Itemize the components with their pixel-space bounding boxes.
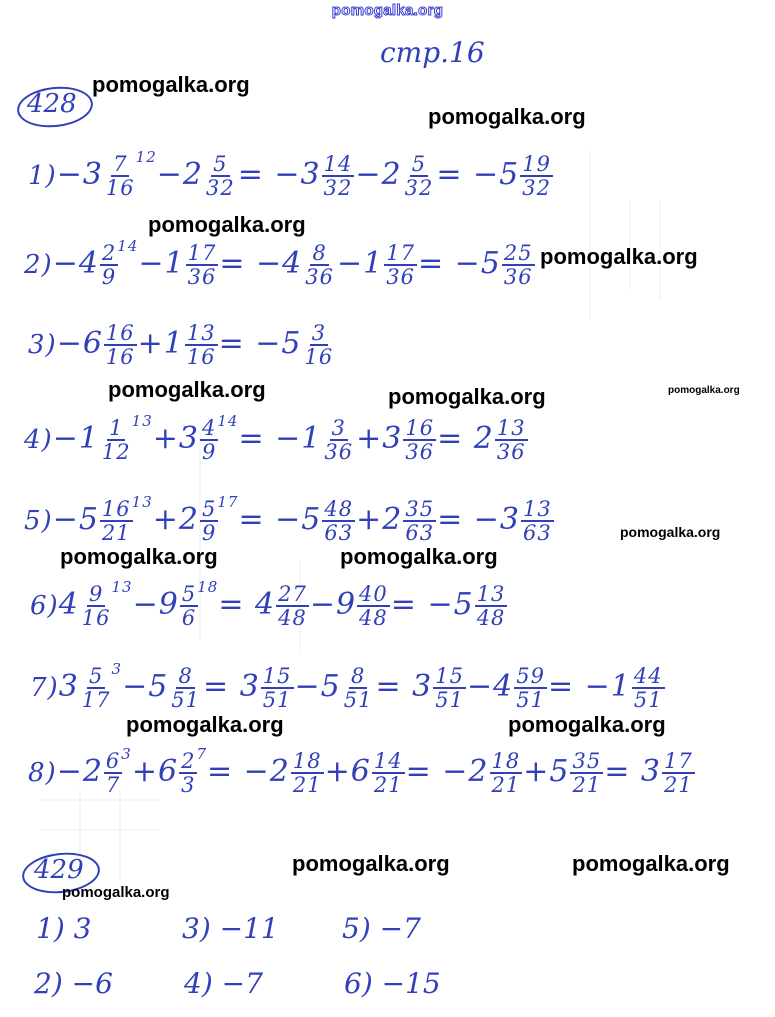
fraction-numerator: 15 (262, 663, 292, 688)
fraction (179, 750, 197, 796)
expression-term: −5 (122, 669, 169, 704)
expression-term: = −4 (219, 246, 303, 281)
fraction-denominator: 21 (572, 773, 602, 797)
fraction (403, 417, 436, 463)
row-label: 1) (28, 161, 57, 191)
fraction-numerator: 13 (186, 321, 216, 345)
fraction-denominator: 51 (343, 688, 373, 712)
fraction (303, 322, 336, 368)
expression-term: −1 (337, 246, 384, 281)
fraction-denominator: 36 (496, 440, 526, 464)
fraction-denominator: 36 (187, 265, 217, 289)
extra-factor: 18 (197, 578, 219, 596)
fraction-numerator: 16 (405, 415, 435, 440)
fraction-denominator: 21 (373, 773, 403, 797)
fraction-numerator: 5 (181, 581, 197, 606)
fraction (169, 665, 202, 711)
watermark: pomogalka.org (126, 712, 284, 737)
fraction (502, 242, 535, 288)
page-reference: стр.16 (380, 36, 485, 69)
expression-term: = −2 (207, 754, 290, 789)
fraction-denominator: 21 (663, 773, 693, 797)
expression-term: = −1 (238, 421, 322, 456)
equation-row (28, 745, 696, 796)
extra-factor: 17 (217, 493, 239, 511)
expression-term: = −1 (547, 669, 631, 704)
task-429-number: 429 (34, 855, 84, 885)
fraction (632, 665, 665, 711)
fraction (475, 583, 508, 629)
fraction-denominator: 32 (404, 176, 434, 200)
expression-term: +2 (356, 502, 403, 537)
fraction-denominator: 9 (201, 440, 217, 464)
fraction (291, 750, 324, 796)
fraction-numerator: 7 (113, 151, 128, 176)
fraction-denominator: 51 (262, 688, 292, 712)
fraction-denominator: 16 (105, 345, 135, 370)
expression-term: +5 (523, 754, 570, 789)
fraction-numerator: 3 (331, 415, 346, 440)
watermark: pomogalka.org (620, 524, 721, 540)
fraction-numerator: 13 (476, 581, 506, 606)
fraction (180, 583, 198, 629)
answer-6: 6) −15 (344, 967, 441, 1000)
expression-term: −2 (56, 754, 103, 789)
extra-factor: 14 (117, 237, 139, 255)
expression-term: 3 (58, 669, 79, 704)
fraction-denominator: 48 (359, 606, 388, 630)
fraction-numerator: 5 (201, 496, 217, 521)
fraction-denominator: 63 (324, 521, 354, 545)
fraction (357, 583, 390, 629)
fraction-numerator: 2 (181, 748, 196, 773)
fraction (384, 242, 417, 288)
fraction-numerator: 35 (572, 748, 602, 773)
fraction (342, 665, 375, 711)
fraction (403, 498, 436, 544)
expression-term: = −5 (417, 246, 501, 281)
expression-term: −2 (355, 157, 402, 192)
watermark: pomogalka.org (292, 851, 450, 876)
fraction-denominator: 36 (324, 440, 354, 464)
row-label: 4) (24, 425, 53, 455)
fraction-denominator: 63 (405, 521, 435, 545)
expression-term: = −5 (218, 326, 302, 362)
fraction-numerator: 5 (411, 151, 427, 176)
row-label: 3) (28, 330, 57, 361)
fraction (520, 153, 553, 199)
answer-3: 3) −11 (182, 912, 279, 945)
fraction-numerator: 19 (522, 151, 551, 176)
extra-factor: 13 (131, 412, 153, 430)
row-label: 7) (30, 673, 59, 703)
fraction (204, 153, 237, 199)
fraction-denominator: 9 (201, 521, 217, 545)
fraction-denominator: 48 (476, 606, 506, 630)
fraction (372, 750, 405, 796)
expression-term: −4 (52, 246, 99, 281)
fraction-denominator: 51 (516, 688, 545, 712)
fraction-numerator: 16 (101, 496, 131, 521)
fraction (104, 750, 122, 796)
fraction-denominator: 3 (181, 773, 196, 797)
fraction-numerator: 17 (663, 748, 693, 773)
expression-term: −2 (156, 157, 203, 192)
fraction-denominator: 16 (186, 345, 216, 370)
expression-term: = 3 (604, 754, 661, 789)
watermark: pomogalka.org (540, 244, 698, 269)
expression-term: −5 (52, 502, 99, 537)
fraction-denominator: 51 (633, 688, 663, 712)
equation-row (24, 237, 536, 288)
fraction (303, 242, 336, 288)
watermark: pomogalka.org (668, 385, 740, 396)
row-label: 8) (28, 758, 57, 788)
extra-factor: 7 (196, 745, 207, 763)
expression-term: −1 (138, 246, 185, 281)
expression-term: +6 (324, 754, 371, 789)
fraction-denominator: 21 (491, 773, 521, 797)
fraction (662, 750, 695, 796)
extra-factor: 13 (111, 578, 133, 596)
expression-term: +2 (152, 502, 199, 537)
watermark: pomogalka.org (428, 104, 586, 129)
fraction-numerator: 5 (88, 663, 104, 688)
watermark: pomogalka.org (388, 384, 546, 409)
fraction-numerator: 4 (201, 415, 217, 440)
equation-row (28, 322, 336, 368)
watermark: pomogalka.org (108, 377, 266, 402)
fraction (104, 153, 137, 199)
equation-row (30, 660, 666, 711)
row-label: 6) (30, 591, 59, 621)
fraction-numerator: 6 (105, 748, 121, 773)
fraction-numerator: 18 (491, 748, 521, 773)
fraction (495, 417, 528, 463)
watermark: pomogalka.org (62, 884, 170, 901)
fraction-denominator: 51 (171, 688, 201, 712)
fraction-numerator: 2 (101, 240, 117, 265)
fraction (570, 750, 603, 796)
fraction-denominator: 36 (386, 265, 415, 289)
extra-factor: 3 (121, 745, 132, 763)
watermark: pomogalka.org (572, 851, 730, 876)
fraction (322, 153, 355, 199)
fraction-numerator: 59 (516, 663, 545, 688)
fraction-numerator: 18 (292, 748, 322, 773)
fraction-numerator: 15 (435, 663, 464, 688)
fraction-denominator: 12 (101, 440, 131, 464)
fraction (200, 417, 218, 463)
fraction-numerator: 8 (350, 663, 366, 688)
fraction-denominator: 63 (522, 521, 552, 545)
fraction-numerator: 14 (373, 748, 403, 773)
fraction-denominator: 21 (292, 773, 322, 797)
fraction-denominator: 51 (435, 688, 464, 712)
fraction (200, 498, 218, 544)
fraction (80, 583, 113, 629)
fraction-denominator: 36 (405, 440, 435, 464)
fraction-numerator: 13 (496, 415, 526, 440)
equation-row (24, 493, 555, 544)
task-428-number: 428 (27, 89, 77, 119)
extra-factor: 14 (217, 412, 239, 430)
equation-row (30, 578, 508, 629)
answer-5: 5) −7 (342, 912, 421, 945)
fraction (104, 322, 137, 368)
fraction-denominator: 32 (205, 176, 235, 200)
expression-term: −6 (56, 326, 103, 362)
expression-term: = 3 (203, 669, 260, 704)
fraction-denominator: 16 (105, 176, 135, 200)
fraction-denominator: 7 (105, 773, 121, 797)
fraction (433, 665, 466, 711)
expression-term: = 4 (218, 587, 276, 622)
fraction-numerator: 8 (312, 240, 327, 265)
expression-term: +3 (356, 421, 403, 456)
fraction-numerator: 44 (633, 663, 663, 688)
fraction-numerator: 27 (278, 581, 307, 606)
extra-factor: 13 (131, 493, 153, 511)
answer-4: 4) −7 (184, 967, 263, 1000)
expression-term: = −3 (437, 502, 520, 537)
fraction-numerator: 9 (88, 581, 104, 606)
fraction-numerator: 48 (324, 496, 354, 521)
fraction-denominator: 48 (278, 606, 307, 630)
expression-term: 4 (58, 587, 79, 622)
fraction (261, 665, 294, 711)
fraction (185, 322, 218, 368)
expression-term: = −5 (238, 502, 322, 537)
expression-term: = 3 (375, 669, 433, 704)
fraction-denominator: 17 (81, 688, 111, 712)
expression-term: −5 (294, 669, 341, 704)
fraction-numerator: 17 (386, 240, 415, 265)
fraction (276, 583, 309, 629)
fraction-denominator: 21 (101, 521, 131, 545)
fraction-numerator: 8 (178, 663, 193, 688)
expression-term: = −5 (390, 587, 474, 622)
fraction-denominator: 36 (503, 265, 533, 289)
fraction-numerator: 17 (187, 240, 217, 265)
fraction-numerator: 14 (323, 151, 353, 176)
expression-term: +6 (131, 754, 179, 789)
watermark: pomogalka.org (340, 544, 498, 569)
fraction-numerator: 3 (311, 321, 327, 345)
row-label: 5) (24, 506, 53, 536)
fraction (490, 750, 523, 796)
fraction (100, 242, 118, 288)
expression-term: = −2 (405, 754, 489, 789)
equation-row (24, 412, 529, 463)
fraction-denominator: 6 (181, 606, 197, 630)
expression-term: = 2 (437, 421, 494, 456)
fraction-denominator: 32 (522, 176, 551, 200)
fraction-denominator: 36 (305, 265, 334, 289)
fraction-denominator: 16 (304, 345, 334, 370)
fraction-numerator: 1 (109, 415, 124, 440)
watermark: pomogalka.org (148, 212, 306, 237)
expression-term: −3 (56, 157, 103, 192)
expression-term: +3 (152, 421, 199, 456)
site-header-watermark[interactable]: pomogalka.org (331, 2, 444, 19)
row-label: 2) (24, 250, 53, 280)
fraction-denominator: 9 (101, 265, 117, 289)
extra-factor: 3 (111, 660, 123, 678)
expression-term: −4 (467, 669, 514, 704)
fraction-numerator: 5 (213, 151, 228, 176)
fraction-numerator: 25 (503, 240, 533, 265)
equation-row (28, 148, 554, 199)
fraction-numerator: 13 (522, 496, 552, 521)
fraction (322, 498, 355, 544)
expression-term: = −5 (436, 157, 520, 192)
fraction (521, 498, 554, 544)
fraction-numerator: 16 (105, 321, 135, 345)
fraction-numerator: 40 (359, 581, 388, 606)
watermark: pomogalka.org (508, 712, 666, 737)
fraction (80, 665, 113, 711)
fraction-denominator: 32 (323, 176, 353, 200)
fraction (322, 417, 355, 463)
fraction (100, 498, 133, 544)
fraction (100, 417, 133, 463)
watermark: pomogalka.org (60, 544, 218, 569)
fraction (186, 242, 219, 288)
expression-term: +1 (137, 326, 184, 362)
answer-2: 2) −6 (34, 967, 113, 1000)
expression-term: −9 (132, 587, 179, 622)
extra-factor: 12 (135, 148, 157, 166)
fraction (514, 665, 547, 711)
fraction-denominator: 16 (81, 606, 111, 630)
expression-term: −9 (309, 587, 357, 622)
fraction (403, 153, 436, 199)
watermark: pomogalka.org (92, 72, 250, 97)
answer-1: 1) 3 (36, 912, 92, 945)
expression-term: −1 (52, 421, 99, 456)
fraction-numerator: 35 (405, 496, 435, 521)
expression-term: = −3 (237, 157, 321, 192)
